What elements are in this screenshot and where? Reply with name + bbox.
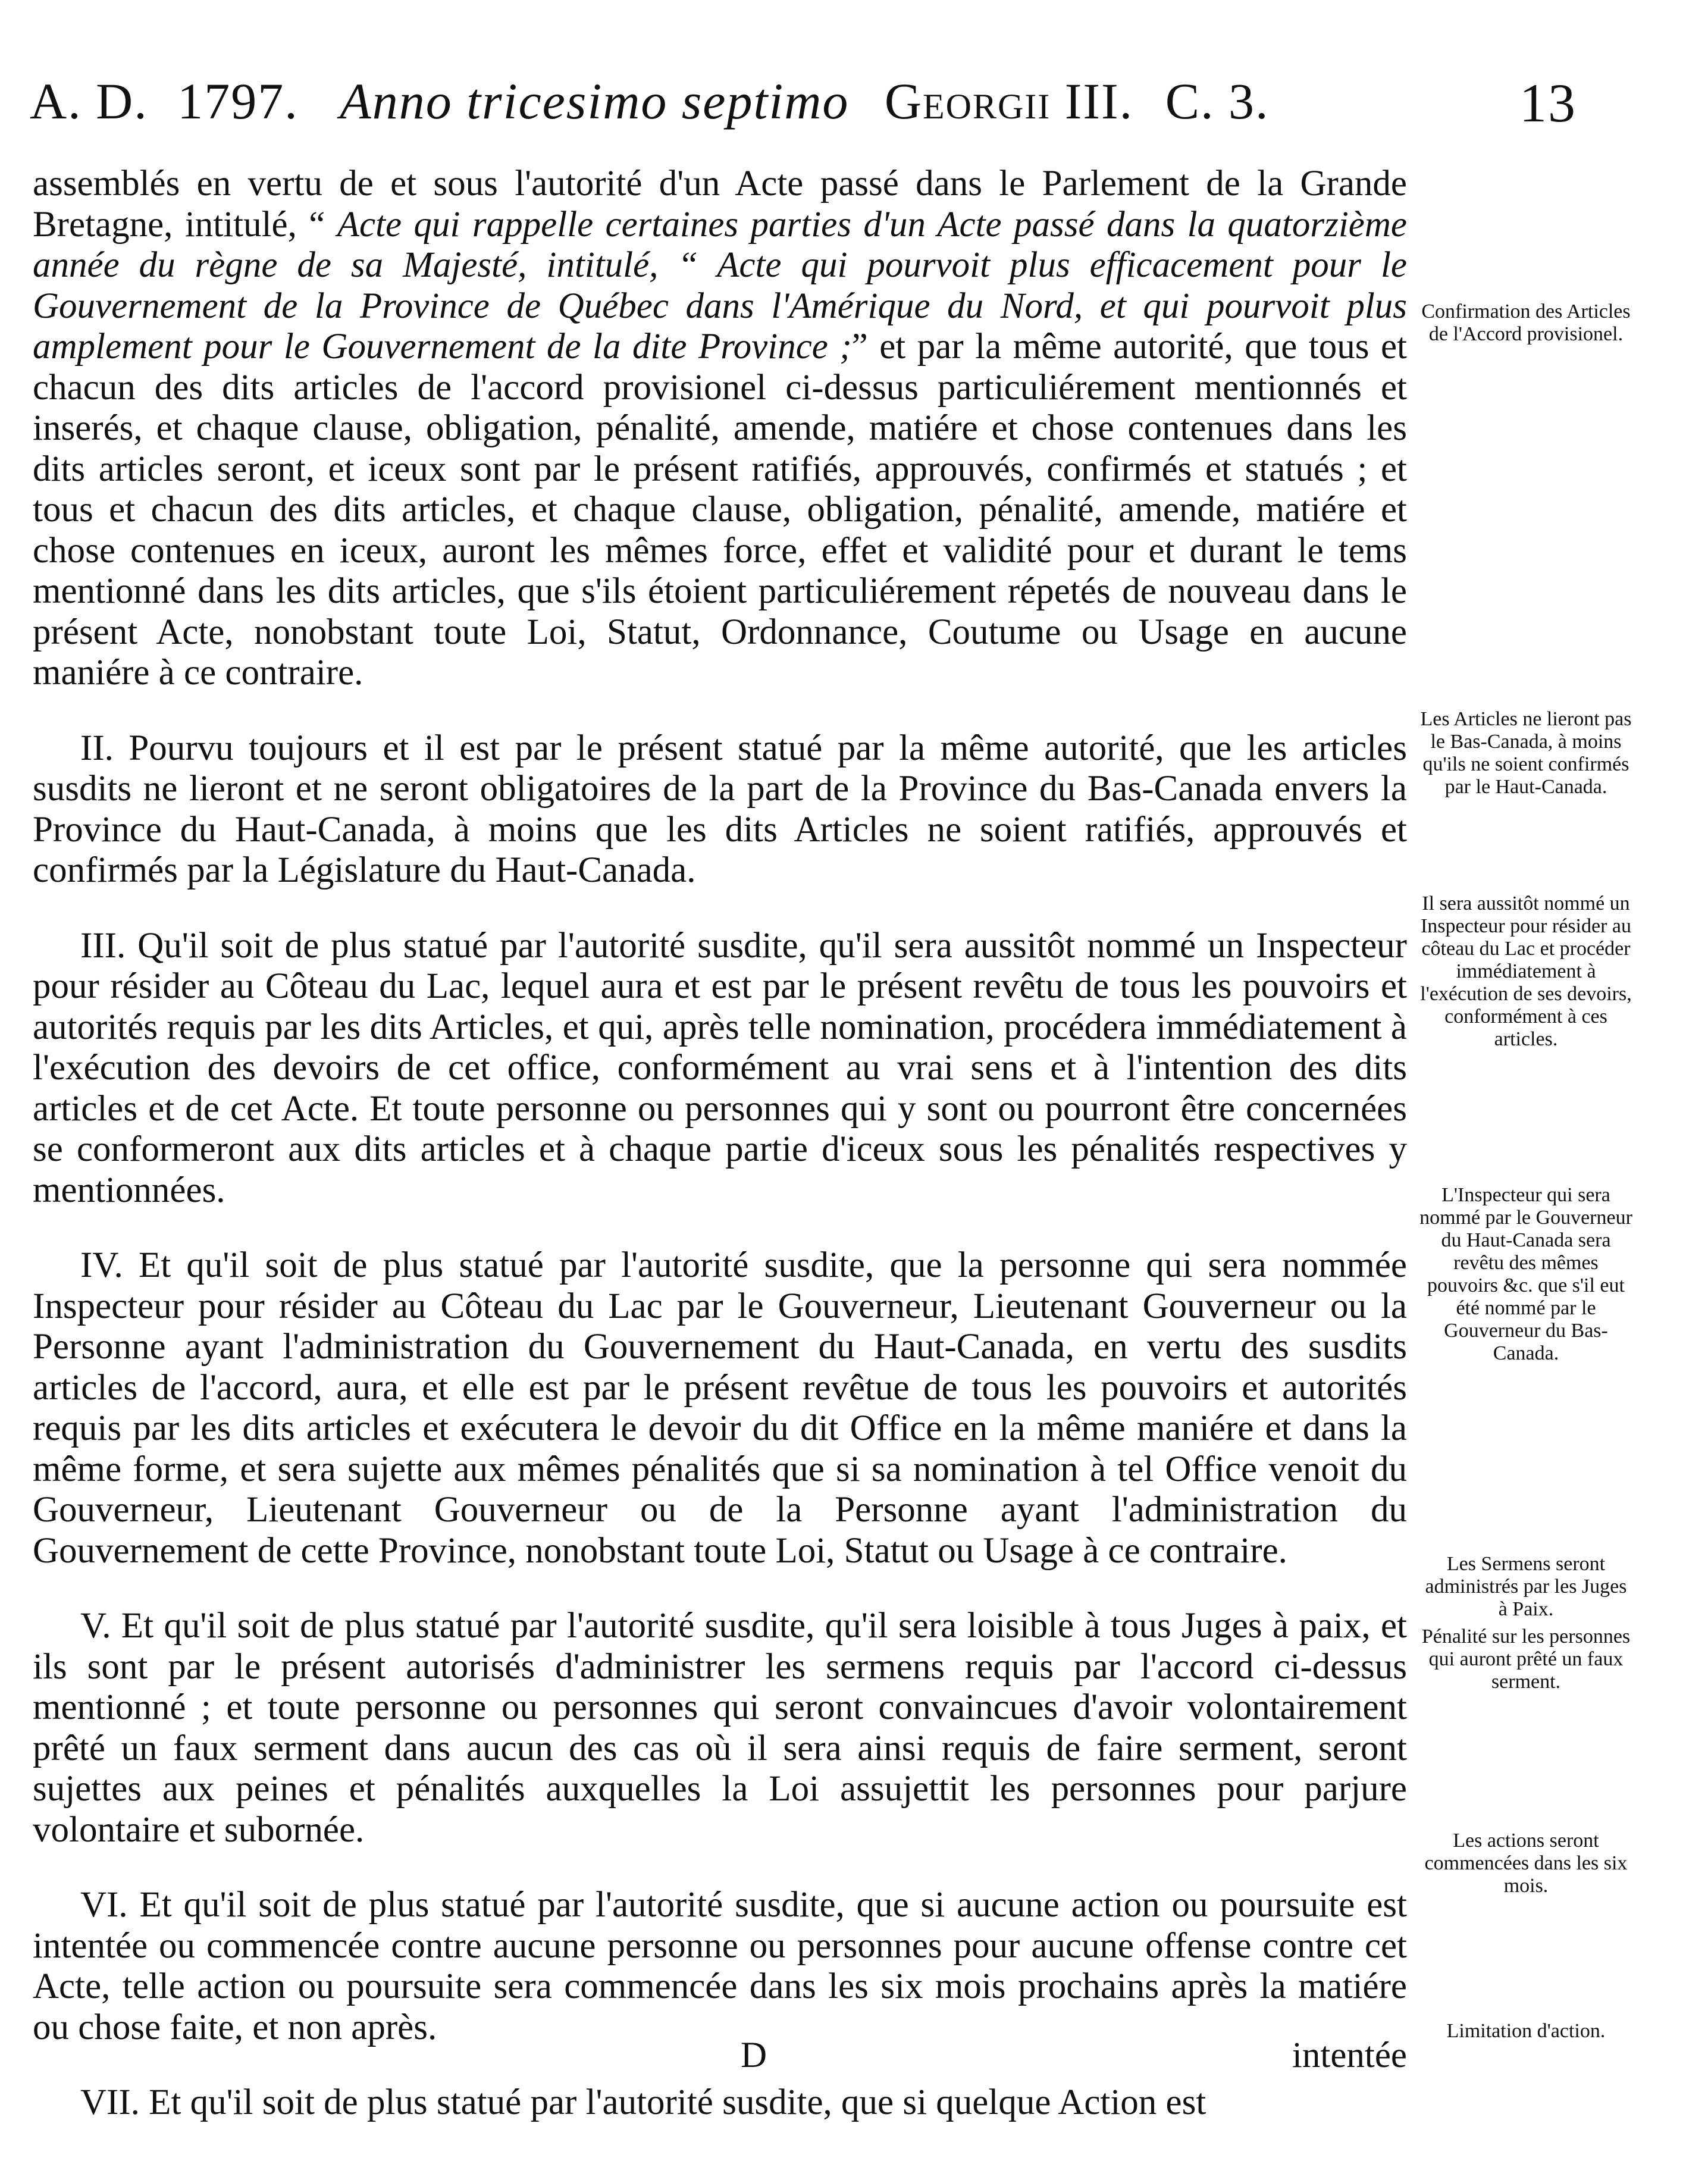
- margin-note-text: Confirmation des Articles de l'Accord provisionel.: [1421, 300, 1631, 345]
- margin-note-section-ii: [1419, 708, 1633, 803]
- margin-note-text: Les Sermens seront administrés par les Juges à Paix.: [1425, 1553, 1627, 1620]
- margin-note-section-vi: [1419, 1830, 1633, 1902]
- paragraph-text: II. Pourvu toujours et il est par le présent statué par la même autorité, que les articles susdits ne lieront et ne seront obligatoires de la part de la Province du Bas-Canada envers la Province du Haut-Canada, à moins que les dits Articles ne soient ratifiés, approuvés et confirmés par la Législature du Haut-Canada.: [33, 728, 1407, 890]
- paragraph-text: IV. Et qu'il soit de plus statué par l'autorité susdite, que la personne qui sera nommée Inspecteur pour résider au Côteau du Lac par le Gouverneur, Lieutenant Gouverneur ou la Personne ayant l'administration du Gouvernement du Haut-Canada, en vertu des susdits articles de l'accord, aura, et elle est par le présent revêtue de tous les pouvoirs et autorités requis par les dits articles et exécutera le devoir du dit Office en la même maniére et dans la même forme, et sera sujette aux mêmes pénalités que si sa nomination à tel Office venoit du Gouverneur, Lieutenant Gouverneur ou de la Personne ayant l'administration du Gouvernement de cette Province, nonobstant toute Loi, Statut ou Usage à ce contraire.: [33, 1245, 1407, 1571]
- quoted-act-title: Acte qui rappelle certaines parties d'un Acte passé dans la quatorzième année du règne de sa Majesté, intitulé, “ Acte qui pourvoit plus efficacement pour le Gouvernement de la Province de Québec dans l'Amérique du Nord, et qui pourvoit plus amplement pour le Gouvernement de la dite Province ;: [33, 204, 1407, 367]
- page-number: 13: [1519, 73, 1577, 133]
- margin-note-text: Les Articles ne lieront pas le Bas-Canada, à moins qu'ils ne soient confirmés par le Haut-Canada.: [1420, 708, 1632, 798]
- section-ii: [33, 728, 1407, 891]
- section-iv: [33, 1245, 1407, 1571]
- paragraph-text: assemblés en vertu de et sous l'autorité d'un Acte passé dans le Parlement de la Grande Bretagne, intitulé, “: [33, 164, 1407, 245]
- year-label: 1797.: [177, 73, 299, 130]
- section-vii: [33, 2082, 1407, 2123]
- margin-note-confirmation: [1419, 300, 1633, 350]
- margin-note-section-vii: [1419, 2020, 1633, 2047]
- margin-note-text: Limitation d'action.: [1446, 2020, 1606, 2042]
- paragraph-text: VI. Et qu'il soit de plus statué par l'autorité susdite, que si aucune action ou poursuite est intentée ou commencée contre aucune personne ou personnes pour aucune offense contre cet Acte, telle action ou poursuite sera commencée dans les six mois prochains après la matiére ou chose faite, et non après.: [33, 1885, 1407, 2047]
- anno-domini-label: A. D.: [30, 73, 148, 130]
- paragraph-confirmation: [33, 164, 1407, 694]
- catchword: intentée: [1292, 2035, 1407, 2075]
- section-iii: [33, 926, 1407, 1211]
- margin-note-text: Il sera aussitôt nommé un Inspecteur pour résider au côteau du Lac et procéder immédiatement à l'exécution de ses devoirs, conformément à ces articles.: [1420, 892, 1632, 1050]
- running-head: [30, 71, 1600, 155]
- margin-note-section-iv: [1419, 1184, 1633, 1370]
- paragraph-text: V. Et qu'il soit de plus statué par l'autorité susdite, qu'il sera loisible à tous Juges à paix, et ils sont par le présent autorisés d'administrer les sermens requis par l'accord ci-dessus mentionné ; et toute personne ou personnes qui seront convaincues d'avoir volontairement prêté un faux serment dans aucun des cas où il sera ainsi requis de faire serment, seront sujettes aux peines et pénalités auxquelles la Loi assujettit les personnes pour parjure volontaire et subornée.: [33, 1606, 1407, 1850]
- signature-mark: D: [741, 2035, 767, 2075]
- margin-note-text: L'Inspecteur qui sera nommé par le Gouverneur du Haut-Canada sera revêtu des mêmes pouvoirs &c. que s'il eut été nommé par le Gouverneur du Bas-Canada.: [1419, 1184, 1632, 1364]
- paragraph-text: VII. Et qu'il soit de plus statué par l'autorité susdite, que si quelque Action est: [80, 2082, 1206, 2122]
- page-footer: [33, 2035, 1407, 2082]
- regnal-year-label: Anno tricesimo septimo: [340, 73, 850, 130]
- margin-note-section-iii: [1419, 892, 1633, 1055]
- sovereign-label: Georgii III.: [884, 73, 1134, 130]
- margin-note-text: Pénalité sur les personnes qui auront prêté un faux serment.: [1421, 1625, 1631, 1693]
- paragraph-text: ” et par la même autorité, que tous et chacun des dits articles de l'accord provisionel ci-dessus particuliérement mentionnés et inserés, et chaque clause, obligation, pénalité, amende, matiére et chose contenues dans les dits articles seront, et iceux sont par le présent ratifiés, approuvés, confirmés et statués ; et tous et chacun des dits articles, et chaque clause, obligation, pénalité, amende, matiére et chose contenues en iceux, auront les mêmes force, effet et validité pour et durant le tems mentionné dans les dits articles, que s'ils étoient particuliérement répetés de nouveau dans le présent Acte, nonobstant toute Loi, Statut, Ordonnance, Coutume ou Usage en aucune maniére à ce contraire.: [33, 327, 1407, 693]
- section-v: [33, 1606, 1407, 1850]
- act-body: [33, 164, 1407, 2158]
- margin-note-text: Les actions seront commencées dans les six mois.: [1424, 1830, 1628, 1897]
- chapter-label: C. 3.: [1165, 73, 1270, 130]
- paragraph-text: III. Qu'il soit de plus statué par l'autorité susdite, qu'il sera aussitôt nommé un Inspecteur pour résider au Côteau du Lac, lequel aura et est par le présent revêtu de tous les pouvoirs et autorités requis par les dits Articles, et qui, après telle nomination, procédera immédiatement à l'exécution des devoirs de cet office, conformément au vrai sens et à l'intention des dits articles et de cet Acte. Et toute personne ou personnes qui y sont ou pourront être concernées se conformeront aux dits articles et à chaque partie d'iceux sous les pénalités respectives y mentionnées.: [33, 925, 1407, 1210]
- section-vi: [33, 1885, 1407, 2048]
- margin-note-section-v: [1419, 1553, 1633, 1698]
